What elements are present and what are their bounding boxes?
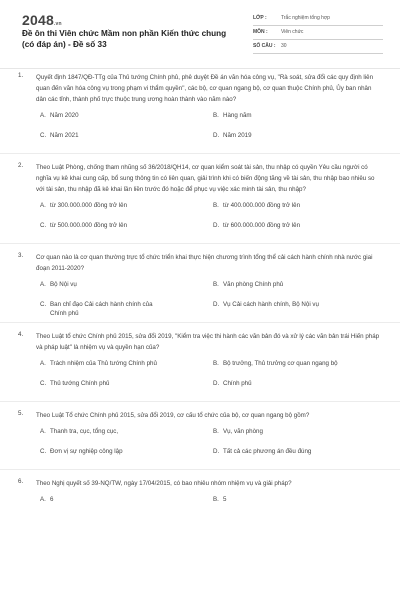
option-letter: B. <box>213 202 219 209</box>
option-letter: C. <box>40 132 47 139</box>
option-text: Năm 2021 <box>50 132 79 139</box>
option-text: Chính phủ <box>223 380 252 387</box>
option-text: Vụ, văn phòng <box>223 428 263 435</box>
question-2 <box>0 162 400 241</box>
site-logo[interactable] <box>22 12 62 28</box>
option-a[interactable] <box>36 280 209 300</box>
question-text: Theo Luật Tổ chức Chính phủ 2015, sửa đổi 2019, cơ cấu tổ chức của bộ, cơ quan ngang bộ gồm? <box>36 412 310 419</box>
meta-value: Trắc nghiệm tổng hợp <box>281 15 330 21</box>
option-letter: B. <box>213 428 219 435</box>
option-text: Văn phòng Chính phủ <box>223 281 284 288</box>
answer-options <box>36 111 382 151</box>
option-c[interactable] <box>36 131 209 151</box>
header-divider <box>0 68 400 69</box>
option-b[interactable] <box>209 427 382 447</box>
question-number: 1. <box>18 72 24 79</box>
option-letter: A. <box>40 281 46 288</box>
answer-options <box>36 495 382 515</box>
meta-row-subject <box>253 26 383 40</box>
option-text: Đơn vị sự nghiệp công lập <box>50 448 123 455</box>
option-text: Vụ Cải cách hành chính, Bộ Nội vụ <box>223 301 319 308</box>
option-c[interactable] <box>36 221 209 241</box>
option-letter: D. <box>213 380 220 387</box>
option-letter: D. <box>213 448 220 455</box>
option-letter: C. <box>40 380 47 387</box>
option-d[interactable] <box>209 447 382 467</box>
question-3 <box>0 252 400 320</box>
page-header <box>0 0 400 62</box>
question-divider <box>0 401 400 402</box>
question-divider <box>0 153 400 154</box>
option-letter: C. <box>40 301 47 308</box>
option-letter: C. <box>40 222 47 229</box>
meta-value: Viên chức <box>281 29 304 35</box>
meta-label: LỚP : <box>253 15 267 21</box>
question-6 <box>0 478 400 515</box>
option-b[interactable] <box>209 111 382 131</box>
question-text: Cơ quan nào là cơ quan thường trực tổ chức triển khai thực hiện chương trình tổng thể cải cách hành chính nhà nước giai đoạn 2011-2020? <box>36 254 373 272</box>
question-number: 5. <box>18 410 24 417</box>
meta-row-class <box>253 12 383 26</box>
option-c[interactable] <box>36 300 209 320</box>
answer-options <box>36 201 382 241</box>
question-number: 4. <box>18 331 24 338</box>
question-text: Theo Luật Phòng, chống tham nhũng số 36/2018/QH14, cơ quan kiểm soát tài sản, thu nhập có quyền Yêu cầu người có nghĩa vụ kê khai cung cấp, bổ sung thông tin có liên quan, giải trình khi có biến động tăng về tài sản, thu nhập bao nhiêu so với tài sản, thu nhập đã kê khai lần liền trước đó hoặc để phục vụ việc xác minh tài sản, thu nhập? <box>36 164 375 193</box>
option-text: Tất cả các phương án đều đúng <box>223 448 312 455</box>
answer-options <box>36 280 382 320</box>
question-list <box>0 72 400 515</box>
option-letter: A. <box>40 360 46 367</box>
meta-value: 30 <box>281 43 287 49</box>
option-letter: A. <box>40 202 46 209</box>
option-d[interactable] <box>209 221 382 241</box>
option-b[interactable] <box>209 495 382 515</box>
question-divider <box>0 469 400 470</box>
option-text: Bộ Nội vụ <box>50 281 77 288</box>
document-title: Đề ôn thi Viên chức Mầm non phần Kiến thức chung (có đáp án) - Đề số 33 <box>22 29 227 49</box>
option-text: Năm 2020 <box>50 112 79 119</box>
option-letter: A. <box>40 496 46 503</box>
option-text: từ 400.000.000 đồng trở lên <box>223 202 301 209</box>
option-text: từ 500.000.000 đồng trở lên <box>50 222 128 229</box>
option-text: từ 600.000.000 đồng trở lên <box>223 222 301 229</box>
question-number: 6. <box>18 478 24 485</box>
option-text: Thanh tra, cục, tổng cục, <box>50 428 119 435</box>
question-number: 3. <box>18 252 24 259</box>
answer-options <box>36 359 382 399</box>
option-a[interactable] <box>36 201 209 221</box>
question-divider <box>0 243 400 244</box>
option-text: Trách nhiệm của Thủ tướng Chính phủ <box>50 360 157 367</box>
meta-row-count <box>253 40 383 54</box>
question-divider <box>0 322 400 323</box>
option-letter: A. <box>40 112 46 119</box>
option-letter: A. <box>40 428 46 435</box>
option-letter: B. <box>213 281 219 288</box>
option-text: Năm 2019 <box>223 132 252 139</box>
option-text: 6 <box>50 496 54 503</box>
option-a[interactable] <box>36 359 209 379</box>
option-b[interactable] <box>209 201 382 221</box>
option-c[interactable] <box>36 447 209 467</box>
answer-options <box>36 427 382 467</box>
question-number: 2. <box>18 162 24 169</box>
option-a[interactable] <box>36 427 209 447</box>
option-text: từ 300.000.000 đồng trở lên <box>50 202 128 209</box>
option-d[interactable] <box>209 131 382 151</box>
question-4 <box>0 331 400 399</box>
option-a[interactable] <box>36 111 209 131</box>
logo-brand: 2048 <box>22 12 54 28</box>
option-letter: D. <box>213 301 220 308</box>
option-text: Thủ tướng Chính phủ <box>50 380 110 387</box>
option-text: Bộ trưởng, Thủ trưởng cơ quan ngang bộ <box>223 360 338 367</box>
option-text: Hàng năm <box>223 112 252 119</box>
meta-label: SỐ CÂU : <box>253 43 276 49</box>
option-d[interactable] <box>209 300 382 320</box>
question-5 <box>0 410 400 467</box>
logo-tld: .vn <box>53 21 62 27</box>
option-b[interactable] <box>209 359 382 379</box>
question-1 <box>0 72 400 151</box>
question-text: Theo Nghị quyết số 39-NQ/TW, ngày 17/04/2015, có bao nhiêu nhóm nhiệm vụ và giải pháp? <box>36 480 292 487</box>
option-text: Ban chỉ đạo Cải cách hành chính của Chính phủ <box>50 301 153 317</box>
option-c[interactable] <box>36 379 209 399</box>
option-letter: B. <box>213 360 219 367</box>
option-letter: B. <box>213 112 219 119</box>
option-letter: D. <box>213 132 220 139</box>
option-letter: C. <box>40 448 47 455</box>
question-text: Theo Luật tổ chức Chính phủ 2015, sửa đổi 2019, "Kiểm tra việc thi hành các văn bản đó và xử lý các văn bản trái Hiến pháp và pháp luật" là nhiệm vụ và quyền hạn của? <box>36 333 380 351</box>
option-a[interactable] <box>36 495 209 515</box>
option-letter: B. <box>213 496 219 503</box>
meta-label: MÔN : <box>253 29 268 35</box>
option-text: 5 <box>223 496 227 503</box>
meta-table <box>253 12 383 54</box>
option-b[interactable] <box>209 280 382 300</box>
option-letter: D. <box>213 222 220 229</box>
question-text: Quyết định 1847/QĐ-TTg của Thủ tướng Chính phủ, phê duyệt Đề án văn hóa công vụ, "Rà soát, sửa đổi các quy định liên quan đến văn hóa công vụ trong phạm vi thẩm quyền", các bộ, cơ quan ngang bộ, cơ quan thuộc Chính phủ, Ủy ban nhân dân các tỉnh, thành phố trực thuộc trung ương hoàn thành vào năm nào? <box>36 74 374 103</box>
option-d[interactable] <box>209 379 382 399</box>
